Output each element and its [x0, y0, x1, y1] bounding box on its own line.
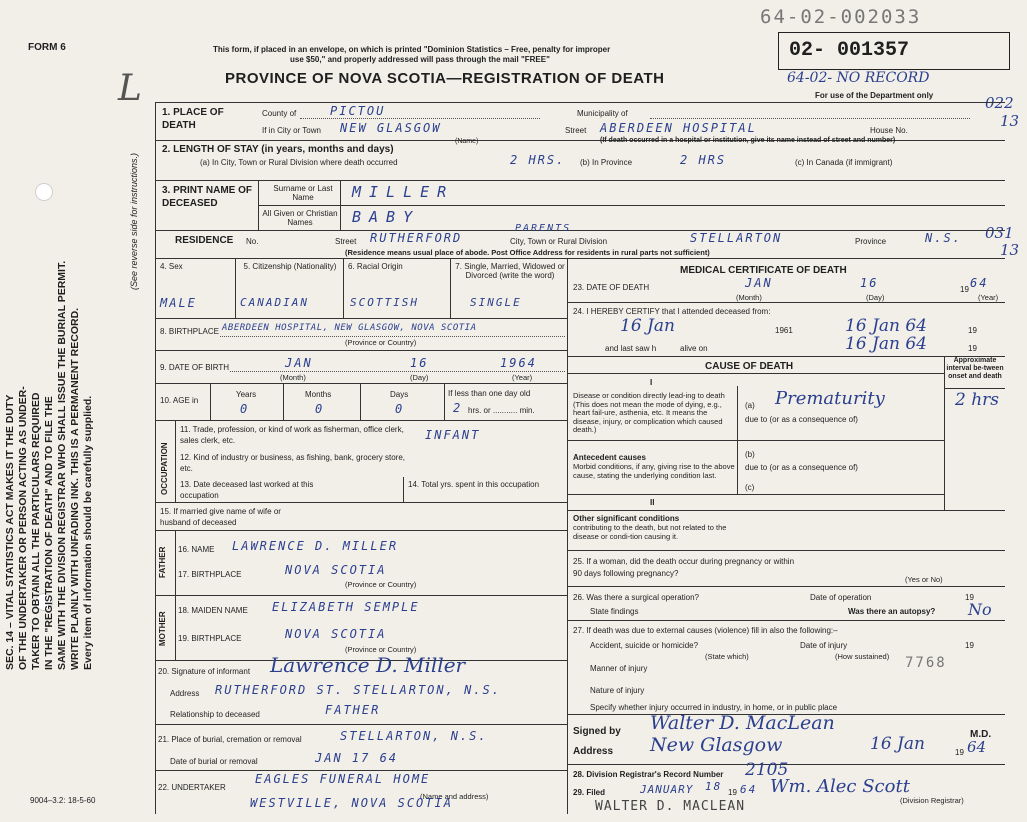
informant-signature-label: 20. Signature of informant — [158, 667, 251, 676]
part-one-label: I — [650, 378, 653, 387]
attended-to-19: 19 — [968, 326, 977, 335]
sex-label: 4. Sex — [160, 262, 183, 271]
stay-b-label: (b) In Province — [580, 158, 633, 167]
doctor-19: 19 — [955, 748, 964, 757]
doctor-year: 64 — [967, 738, 987, 756]
due-to-label-b: due to (or as a consequence of) — [745, 463, 858, 472]
residence-no-label: No. — [246, 237, 259, 246]
relationship-value: FATHER — [325, 703, 381, 717]
header-line-1: This form, if placed in an envelope, on which is printed "Dominion Statistics – Free, penalty for improper — [213, 45, 611, 54]
form-title: PROVINCE OF NOVA SCOTIA—REGISTRATION OF DEATH — [225, 70, 665, 87]
street-label: Street — [565, 126, 587, 135]
residence-city-value: STELLARTON — [690, 231, 783, 245]
cause-title: CAUSE OF DEATH — [705, 361, 794, 372]
stay-c-label: (c) In Canada (if immigrant) — [795, 158, 893, 167]
yes-no-caption: (Yes or No) — [905, 575, 943, 584]
registrar-caption: (Division Registrar) — [900, 796, 964, 805]
citizenship-value: CANADIAN — [240, 296, 309, 309]
informant-address-label: Address — [170, 689, 200, 698]
residence-province-label: Province — [855, 237, 887, 246]
parents-note: PARENTS — [515, 223, 572, 234]
operation-date-label: Date of operation — [810, 593, 872, 602]
manner-label: Manner of injury — [590, 664, 648, 673]
trade-value: INFANT — [425, 428, 481, 442]
alive-label: alive on — [680, 344, 708, 353]
dob-day-caption: (Day) — [410, 373, 429, 382]
doctor-address: New Glasgow — [650, 734, 783, 756]
side-notice-line: WRITE PLAINLY WITH UNFADING INK. THIS IS A PERMANENT RECORD. — [69, 307, 81, 670]
mother-birthplace-label: 19. BIRTHPLACE — [178, 634, 242, 643]
father-birthplace-label: 17. BIRTHPLACE — [178, 570, 242, 579]
stay-a-value: 2 HRS. — [510, 153, 566, 167]
attended-to: 16 Jan 64 — [845, 316, 927, 336]
father-name-label: 16. NAME — [178, 545, 215, 554]
occupation-side-label: OCCUPATION — [160, 442, 169, 495]
side-notice-line: IN THE "REGISTRATION OF DEATH" AND TO FILE THE — [43, 396, 55, 670]
county-value: PICTOU — [330, 104, 386, 118]
antecedent-label: Antecedent causes — [573, 453, 646, 462]
death-month: JAN — [745, 276, 773, 290]
antecedent-note: Morbid conditions, if any, giving rise to the above cause, stating the underlying condition last. — [573, 462, 735, 480]
industry-label: 12. Kind of industry or business, as fishing, bank, grocery store, etc. — [180, 453, 406, 473]
manner-mark: 7768 — [905, 655, 947, 671]
residence-city-label: City, Town or Rural Division — [510, 237, 608, 246]
dept-use-label: For use of the Department only — [815, 91, 934, 100]
name-caption: (Name) — [455, 138, 479, 145]
racial-label: 6. Racial Origin — [348, 262, 403, 271]
informant-signature: Lawrence D. Miller — [270, 653, 466, 677]
side-notice-line: SAME WITH THE DIVISION REGISTRAR WHO SHALL ISSUE THE BURIAL PERMIT. — [56, 260, 68, 670]
death-year-prefix: 19 — [960, 285, 969, 294]
undertaker-label: 22. UNDERTAKER — [158, 783, 226, 792]
burial-place-label: 21. Place of burial, cremation or removal — [158, 735, 302, 744]
other-conditions-note: contributing to the death, but not related to the disease or condi-tion causing it. — [573, 523, 727, 541]
surgery-label: 26. Was there a surgical operation? — [573, 593, 699, 602]
side-notice-line: TAKER TO OBTAIN ALL THE PARTICULARS REQUIRED — [30, 392, 42, 670]
filed-19: 19 — [728, 788, 737, 797]
days-label: Days — [390, 390, 409, 399]
dept-code: 022 — [985, 94, 1014, 112]
nature-label: Nature of injury — [590, 686, 645, 695]
residence-street-value: RUTHERFORD — [370, 231, 463, 245]
form-number: FORM 6 — [28, 42, 66, 53]
trade-label: 11. Trade, profession, or kind of work as fisherman, office clerk, sales clerk, etc. — [180, 425, 404, 445]
marital-label: 7. Single, Married, Widowed or Divorced (write the word) — [455, 262, 565, 280]
filed-month: JANUARY — [640, 783, 694, 796]
registration-number-box — [778, 32, 1010, 70]
cause-a-value: Prematurity — [775, 388, 885, 409]
marital-value: SINGLE — [470, 296, 522, 309]
burial-date-value: JAN 17 64 — [315, 751, 399, 765]
md-label: M.D. — [970, 729, 992, 740]
footer-name: WALTER D. MACLEAN — [595, 799, 746, 814]
external-causes-label: 27. If death was due to external causes (violence) fill in also the following:– — [573, 626, 838, 635]
handwritten-reference: 64-02- NO RECORD — [787, 70, 930, 86]
residence-note: (Residence means usual place of abode. Post Office Address for residents in rural parts not sufficient) — [345, 248, 710, 257]
injury-19: 19 — [965, 641, 974, 650]
birthplace-label: 8. BIRTHPLACE — [160, 327, 219, 336]
how-sustained-caption: (How sustained) — [835, 652, 890, 661]
death-year: 64 — [970, 276, 989, 290]
state-findings-label: State findings — [590, 607, 639, 616]
burial-date-label: Date of burial or removal — [170, 757, 258, 766]
side-instructions: (See reverse side for instructions.) — [129, 152, 139, 290]
surname-label: Surname or Last Name — [273, 184, 333, 202]
cause-b-label: (b) — [745, 450, 755, 459]
county-label: County of — [262, 109, 297, 118]
dob-day: 16 — [410, 356, 429, 370]
part-two-label: II — [650, 498, 655, 507]
cause-c-label: (c) — [745, 483, 755, 492]
stay-b-value: 2 HRS — [680, 153, 727, 167]
place-note: (If death occurred in a hospital or institution, give its name instead of street and number) — [600, 137, 896, 144]
pregnancy-label: 25. If a woman, did the death occur during pregnancy or within 90 days following pregnancy? — [573, 557, 795, 578]
relationship-label: Relationship to deceased — [170, 710, 260, 719]
autopsy-value: No — [968, 600, 992, 619]
filed-year: 64 — [740, 783, 758, 796]
last-saw-date: 16 Jan 64 — [845, 334, 927, 354]
doctor-signature: Walter D. MacLean — [650, 712, 835, 734]
informant-address: RUTHERFORD ST. STELLARTON, N.S. — [215, 683, 501, 697]
father-birthplace-value: NOVA SCOTIA — [285, 563, 387, 577]
filed-day: 18 — [705, 780, 723, 793]
dept-code: 13 — [1000, 112, 1020, 130]
side-notice-line: OF THE UNDERTAKER OR PERSON ACTING AS UNDER- — [17, 386, 29, 670]
stay-a-label: (a) In City, Town or Rural Division where death occurred — [200, 158, 398, 167]
hrs-value: 2 — [453, 401, 463, 415]
footer-code: 9004–3.2: 18-5-60 — [30, 796, 96, 805]
side-notice — [4, 20, 154, 700]
death-day: 16 — [860, 276, 879, 290]
given-names-label: All Given or Christian Names — [262, 209, 338, 227]
signed-by-label: Signed by — [573, 726, 621, 737]
due-to-label-a: due to (or as a consequence of) — [745, 415, 858, 424]
city-value: NEW GLASGOW — [340, 121, 442, 135]
side-notice-line: SEC. 14 – VITAL STATISTICS ACT MAKES IT THE DUTY — [4, 394, 16, 670]
registration-number: 02- 001357 — [789, 39, 910, 62]
margin-letter: L — [118, 68, 142, 109]
length-of-stay-label: 2. LENGTH OF STAY (in years, months and days) — [162, 144, 394, 155]
autopsy-label: Was there an autopsy? — [848, 607, 936, 616]
birthplace-caption: (Province or Country) — [345, 338, 417, 347]
hrs-min-label: hrs. or ........... min. — [468, 406, 535, 415]
residence-label: RESIDENCE — [175, 235, 234, 246]
age-years: 0 — [240, 402, 250, 416]
last-saw-19: 19 — [968, 344, 977, 353]
dept-code: 031 — [985, 224, 1014, 242]
age-months: 0 — [315, 402, 325, 416]
residence-province-value: N.S. — [925, 231, 962, 245]
months-label: Months — [305, 390, 332, 399]
record-number: 2105 — [745, 760, 789, 780]
from-year: 1961 — [775, 326, 793, 335]
city-label: If in City or Town — [262, 126, 321, 135]
dob-month: JAN — [285, 356, 313, 370]
racial-value: SCOTTISH — [350, 296, 419, 309]
specify-label: Specify whether injury occurred in industry, in home, or in public place — [590, 703, 838, 712]
citizenship-label: 5. Citizenship (Nationality) — [243, 262, 337, 271]
mother-side-label: MOTHER — [158, 611, 167, 646]
registrar-signature: Wm. Alec Scott — [770, 776, 910, 797]
father-name-value: LAWRENCE D. MILLER — [232, 539, 399, 553]
birthplace-value: ABERDEEN HOSPITAL, NEW GLASGOW, NOVA SCOTIA — [222, 323, 477, 333]
operation-19: 19 — [965, 593, 974, 602]
doctor-address-label: Address — [573, 746, 614, 757]
other-conditions-label: Other significant conditions — [573, 514, 680, 523]
less-day-label: If less than one day old — [448, 389, 531, 398]
surname-value: MILLER — [352, 183, 455, 201]
dob-label: 9. DATE OF BIRTH — [160, 363, 230, 372]
burial-place-value: STELLARTON, N.S. — [340, 729, 488, 743]
wife-label: 15. If married give name of wife or husband of deceased — [160, 507, 281, 527]
place-of-death-label: 1. PLACE OF DEATH — [162, 107, 224, 131]
dept-code: 13 — [1000, 241, 1020, 259]
undertaker-caption: (Name and address) — [420, 792, 489, 801]
age-label: 10. AGE in — [160, 396, 199, 405]
deceased-name-label: 3. PRINT NAME OF DECEASED — [162, 185, 253, 209]
father-side-label: FATHER — [158, 546, 167, 578]
given-names-value: BABY — [352, 208, 421, 226]
attended-from: 16 Jan — [620, 316, 675, 336]
header-line-2: use $50," and properly addressed will pass through the mail "FREE" — [290, 55, 550, 64]
injury-date-label: Date of injury — [800, 641, 848, 650]
mother-birthplace-value: NOVA SCOTIA — [285, 627, 387, 641]
undertaker-name: EAGLES FUNERAL HOME — [255, 772, 431, 786]
filed-label: 29. Filed — [573, 788, 606, 797]
side-notice-line: Every item of information should be carefully supplied. — [82, 395, 94, 670]
doctor-date: 16 Jan — [870, 734, 925, 754]
undertaker-address: WESTVILLE, NOVA SCOTIA — [250, 796, 453, 810]
years-label: Years — [236, 390, 257, 399]
death-month-caption: (Month) — [736, 293, 762, 302]
record-number-label: 28. Division Registrar's Record Number — [573, 770, 724, 779]
cause-a-label: (a) — [745, 401, 755, 410]
last-saw-label: and last saw h — [605, 344, 657, 353]
dob-month-caption: (Month) — [280, 373, 306, 382]
mother-name-label: 18. MAIDEN NAME — [178, 606, 248, 615]
mother-name-value: ELIZABETH SEMPLE — [272, 600, 420, 614]
street-value: ABERDEEN HOSPITAL — [600, 121, 757, 135]
death-date-label: 23. DATE OF DEATH — [573, 283, 650, 292]
pencil-number: 64-02-002033 — [760, 6, 922, 28]
immediate-cause-label: Disease or condition directly lead-ing to death (This does not mean the mode of dying, e.g., heart fail-ure, asthenia, etc. It means the disease, injury, or complication which caused death.) — [573, 391, 725, 434]
mother-birthplace-caption: (Province or Country) — [345, 645, 417, 654]
last-worked-label: 13. Date deceased last worked at this occupation — [180, 480, 314, 500]
medical-title: MEDICAL CERTIFICATE OF DEATH — [680, 265, 847, 276]
house-label: House No. — [870, 126, 908, 135]
interval-a-value: 2 hrs — [955, 390, 1000, 410]
dob-year-caption: (Year) — [512, 373, 533, 382]
death-year-caption: (Year) — [978, 293, 999, 302]
father-birthplace-caption: (Province or Country) — [345, 580, 417, 589]
residence-street-label: Street — [335, 237, 357, 246]
age-days: 0 — [395, 402, 405, 416]
interval-title: Approximate interval be-tween onset and death — [946, 357, 1004, 380]
total-years-label: 14. Total yrs. spent in this occupation — [408, 480, 540, 489]
accident-label: Accident, suicide or homicide? — [590, 641, 699, 650]
death-day-caption: (Day) — [866, 293, 885, 302]
state-which-caption: (State which) — [705, 652, 749, 661]
certify-label: 24. I HEREBY CERTIFY that I attended deceased from: — [573, 307, 771, 316]
dob-year: 1964 — [500, 356, 537, 370]
municipality-label: Municipality of — [577, 109, 628, 118]
sex-value: MALE — [160, 296, 197, 310]
